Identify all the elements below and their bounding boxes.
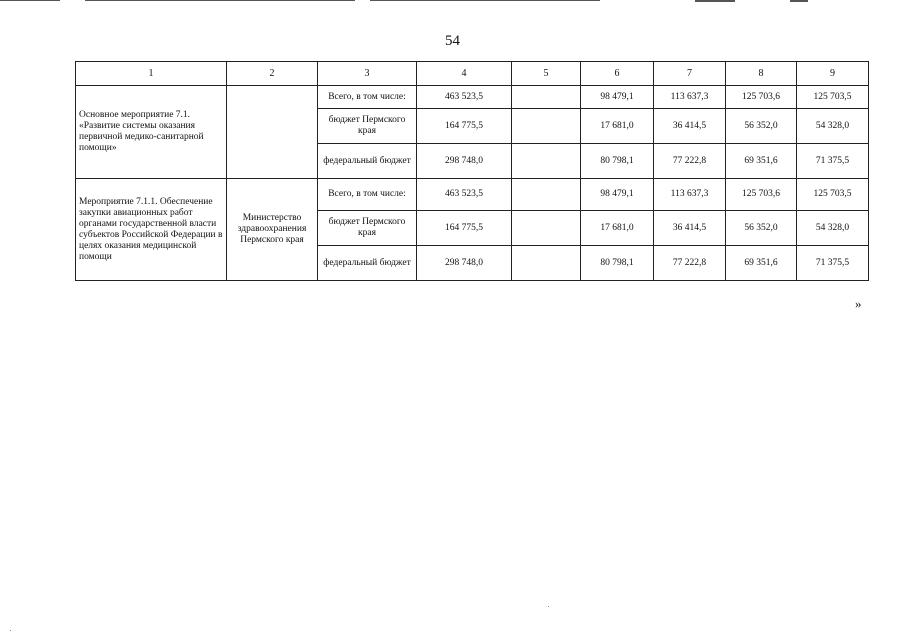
- value-cell: 113 637,3: [654, 86, 726, 109]
- budget-table: [75, 61, 869, 281]
- funding-source: федеральный бюджет: [318, 246, 417, 281]
- column-header: 8: [726, 62, 797, 86]
- scan-speck: [548, 606, 549, 607]
- column-header: 3: [318, 62, 417, 86]
- value-cell: 69 351,6: [726, 246, 797, 281]
- value-cell: 17 681,0: [581, 109, 654, 144]
- value-cell: 463 523,5: [417, 86, 512, 109]
- table-row: [76, 179, 869, 211]
- funding-source: бюджет Пермского края: [318, 109, 417, 144]
- value-cell: 56 352,0: [726, 109, 797, 144]
- value-cell: [512, 86, 581, 109]
- scan-artifact-line: [370, 0, 600, 1]
- closing-quote: »: [855, 296, 862, 311]
- activity-name: Мероприятие 7.1.1. Обеспечение закупки авиационных работ органами государственной власти субъектов Российской Федерации в целях оказания медицинской помощи: [76, 179, 227, 281]
- value-cell: 125 703,6: [726, 179, 797, 211]
- value-cell: 125 703,5: [797, 86, 869, 109]
- column-header: 2: [227, 62, 318, 86]
- scan-artifact-line: [790, 0, 808, 2]
- value-cell: 164 775,5: [417, 211, 512, 246]
- column-header: 4: [417, 62, 512, 86]
- value-cell: 298 748,0: [417, 144, 512, 179]
- value-cell: 77 222,8: [654, 144, 726, 179]
- value-cell: 69 351,6: [726, 144, 797, 179]
- value-cell: [512, 109, 581, 144]
- value-cell: [512, 179, 581, 211]
- responsible-executor: Министерство здравоохранения Пермского края: [227, 179, 318, 281]
- value-cell: 80 798,1: [581, 144, 654, 179]
- value-cell: 113 637,3: [654, 179, 726, 211]
- value-cell: 77 222,8: [654, 246, 726, 281]
- value-cell: 98 479,1: [581, 179, 654, 211]
- activity-name: Основное мероприятие 7.1. «Развитие системы оказания первичной медико-санитарной помощи»: [76, 86, 227, 179]
- value-cell: 71 375,5: [797, 246, 869, 281]
- value-cell: [512, 211, 581, 246]
- value-cell: 36 414,5: [654, 109, 726, 144]
- value-cell: 298 748,0: [417, 246, 512, 281]
- value-cell: 164 775,5: [417, 109, 512, 144]
- value-cell: 80 798,1: [581, 246, 654, 281]
- value-cell: 17 681,0: [581, 211, 654, 246]
- column-header: 9: [797, 62, 869, 86]
- funding-source: Всего, в том числе:: [318, 86, 417, 109]
- column-header: 5: [512, 62, 581, 86]
- value-cell: 36 414,5: [654, 211, 726, 246]
- funding-source: Всего, в том числе:: [318, 179, 417, 211]
- value-cell: 54 328,0: [797, 109, 869, 144]
- scan-artifact-line: [0, 0, 60, 1]
- table-row: [76, 86, 869, 109]
- funding-source: федеральный бюджет: [318, 144, 417, 179]
- value-cell: 98 479,1: [581, 86, 654, 109]
- column-header: 6: [581, 62, 654, 86]
- value-cell: [512, 144, 581, 179]
- table-header-row: [76, 62, 869, 86]
- value-cell: 71 375,5: [797, 144, 869, 179]
- value-cell: 54 328,0: [797, 211, 869, 246]
- responsible-executor: [227, 86, 318, 179]
- scan-artifact-line: [695, 0, 735, 2]
- scan-artifact-line: [85, 0, 355, 1]
- value-cell: 125 703,6: [726, 86, 797, 109]
- column-header: 1: [76, 62, 227, 86]
- value-cell: [512, 246, 581, 281]
- value-cell: 463 523,5: [417, 179, 512, 211]
- column-header: 7: [654, 62, 726, 86]
- page-number: 54: [445, 33, 460, 49]
- value-cell: 56 352,0: [726, 211, 797, 246]
- funding-source: бюджет Пермского края: [318, 211, 417, 246]
- value-cell: 125 703,5: [797, 179, 869, 211]
- scan-speck: [10, 630, 11, 631]
